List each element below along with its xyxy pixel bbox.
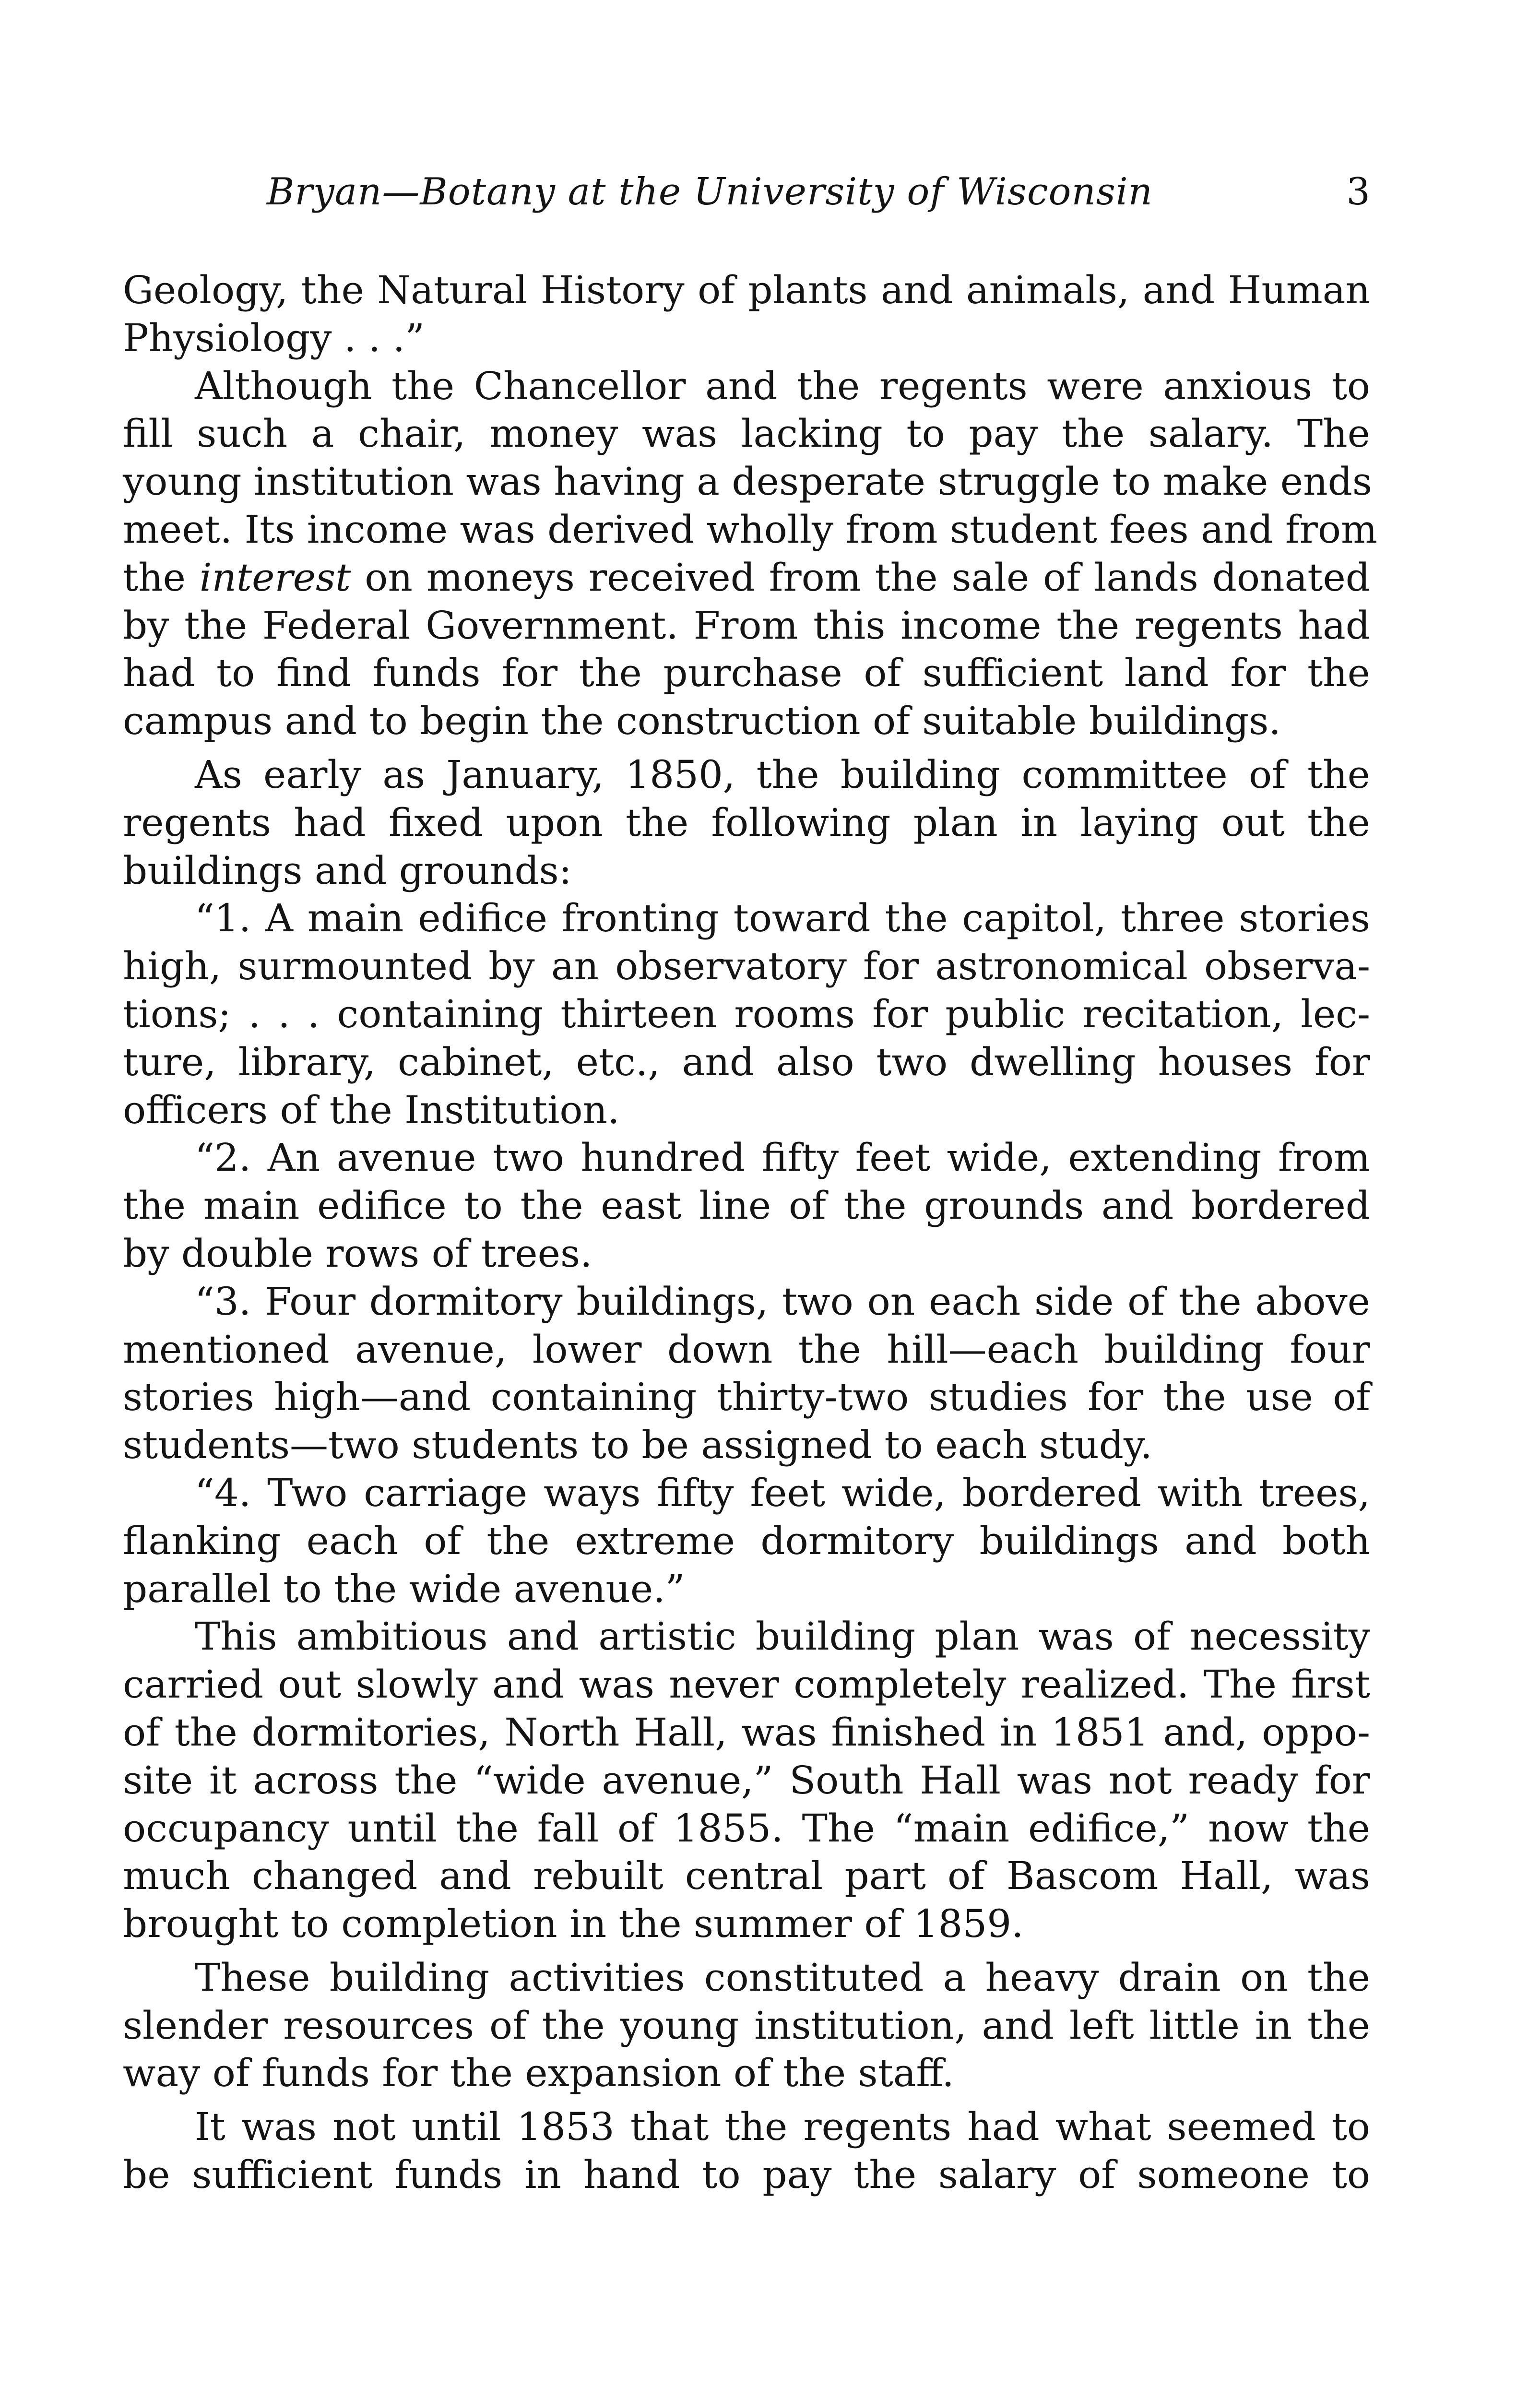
text-line bbox=[123, 1278, 1370, 1326]
text-line bbox=[123, 1805, 1370, 1853]
text-run: way of funds for the expansion of the staff. bbox=[123, 2051, 954, 2096]
text-line bbox=[123, 2103, 1370, 2151]
text-run: the bbox=[123, 555, 200, 600]
text-line bbox=[123, 1709, 1370, 1757]
text-line bbox=[123, 1038, 1370, 1086]
text-line bbox=[123, 410, 1370, 458]
body-text bbox=[123, 266, 1377, 2199]
text-run: parallel to the wide avenue.” bbox=[123, 1566, 685, 1611]
text-line bbox=[123, 751, 1370, 799]
text-run: by the Federal Government. From this income the regents had bbox=[123, 603, 1370, 648]
text-line bbox=[123, 1421, 1370, 1469]
text-line bbox=[123, 990, 1370, 1038]
running-title: Bryan—Botany at the University of Wisconsin bbox=[267, 170, 1153, 214]
text-line bbox=[123, 697, 1370, 745]
text-line bbox=[123, 1326, 1370, 1374]
text-line bbox=[123, 649, 1370, 697]
text-run: on moneys received from the sale of lands donated bbox=[351, 555, 1370, 600]
text-run: flanking each of the extreme dormitory buildings and both bbox=[123, 1518, 1370, 1563]
text-run: “3. Four dormitory buildings, two on each side of the above bbox=[195, 1279, 1370, 1324]
text-line bbox=[123, 1086, 1370, 1134]
text-line bbox=[123, 2151, 1370, 2199]
text-line bbox=[123, 314, 1370, 362]
text-run: had to find funds for the purchase of sufficient land for the bbox=[123, 651, 1370, 696]
text-run: stories high—and containing thirty-two studies for the use of bbox=[123, 1375, 1370, 1420]
text-run: regents had fixed upon the following plan in laying out the bbox=[123, 800, 1370, 845]
text-run: ture, library, cabinet, etc., and also two dwelling houses for bbox=[123, 1039, 1370, 1084]
text-run: As early as January, 1850, the building committee of the bbox=[195, 752, 1370, 797]
text-line bbox=[123, 1900, 1370, 1948]
text-line bbox=[123, 1613, 1370, 1661]
text-run: slender resources of the young institution, and left little in the bbox=[123, 2003, 1370, 2048]
text-run: It was not until 1853 that the regents had what seemed to bbox=[195, 2104, 1370, 2150]
text-run: high, surmounted by an observatory for astronomical observa- bbox=[123, 944, 1370, 989]
text-run: site it across the “wide avenue,” South Hall was not ready for bbox=[123, 1758, 1370, 1803]
text-run: “2. An avenue two hundred fifty feet wide, extending from bbox=[195, 1135, 1370, 1180]
text-run: fill such a chair, money was lacking to pay the salary. The bbox=[123, 411, 1370, 456]
page-number: 3 bbox=[1346, 170, 1370, 214]
text-line bbox=[123, 554, 1370, 602]
text-run: of the dormitories, North Hall, was finished in 1851 and, oppo- bbox=[123, 1710, 1370, 1755]
text-run: tions; . . . containing thirteen rooms for public recitation, lec- bbox=[123, 991, 1370, 1036]
text-line bbox=[123, 1469, 1370, 1517]
text-line bbox=[123, 1852, 1370, 1900]
text-run: officers of the Institution. bbox=[123, 1087, 620, 1132]
text-line bbox=[123, 2002, 1370, 2050]
text-line bbox=[123, 1954, 1370, 2002]
text-run: students—two students to be assigned to each study. bbox=[123, 1423, 1152, 1468]
text-run: “1. A main edifice fronting toward the capitol, three stories bbox=[195, 896, 1370, 941]
text-line bbox=[123, 799, 1370, 847]
text-line bbox=[123, 1134, 1370, 1182]
text-line bbox=[123, 458, 1370, 506]
text-run: be sufficient funds in hand to pay the salary of someone to bbox=[123, 2152, 1370, 2197]
text-line bbox=[123, 506, 1377, 554]
text-line bbox=[123, 894, 1370, 942]
text-line bbox=[123, 602, 1370, 650]
text-line bbox=[123, 2049, 1370, 2097]
text-run: carried out slowly and was never completely realized. The first bbox=[123, 1662, 1370, 1707]
text-line bbox=[123, 266, 1370, 314]
text-line bbox=[123, 1565, 1370, 1613]
text-run: much changed and rebuilt central part of Bascom Hall, was bbox=[123, 1853, 1370, 1899]
text-run: buildings and grounds: bbox=[123, 848, 572, 893]
text-run: the main edifice to the east line of the grounds and bordered bbox=[123, 1183, 1370, 1228]
italic-word: interest bbox=[199, 555, 351, 600]
text-line bbox=[123, 1230, 1370, 1278]
text-run: Physiology . . .” bbox=[123, 315, 425, 360]
text-run: young institution was having a desperate struggle to make ends bbox=[123, 459, 1372, 504]
text-run: campus and to begin the construction of suitable buildings. bbox=[123, 699, 1281, 744]
text-line bbox=[123, 942, 1370, 990]
text-run: This ambitious and artistic building plan was of necessity bbox=[195, 1614, 1370, 1659]
text-run: by double rows of trees. bbox=[123, 1231, 592, 1276]
text-run: Geology, the Natural History of plants and animals, and Human bbox=[123, 268, 1370, 312]
text-run: “4. Two carriage ways fifty feet wide, bordered with trees, bbox=[195, 1470, 1370, 1515]
text-line bbox=[123, 847, 1370, 895]
text-run: brought to completion in the summer of 1859. bbox=[123, 1901, 1024, 1947]
text-line bbox=[123, 1757, 1370, 1805]
text-line bbox=[123, 362, 1370, 410]
running-head bbox=[123, 170, 1370, 228]
text-line bbox=[123, 1517, 1370, 1565]
text-run: occupancy until the fall of 1855. The “main edifice,” now the bbox=[123, 1805, 1370, 1851]
text-run: These building activities constituted a heavy drain on the bbox=[195, 1955, 1370, 2000]
text-run: Although the Chancellor and the regents were anxious to bbox=[195, 363, 1370, 408]
text-line bbox=[123, 1373, 1370, 1421]
text-run: meet. Its income was derived wholly from student fees and from bbox=[123, 507, 1377, 552]
text-line bbox=[123, 1182, 1370, 1230]
text-line bbox=[123, 1661, 1370, 1709]
text-run: mentioned avenue, lower down the hill—each building four bbox=[123, 1327, 1370, 1372]
